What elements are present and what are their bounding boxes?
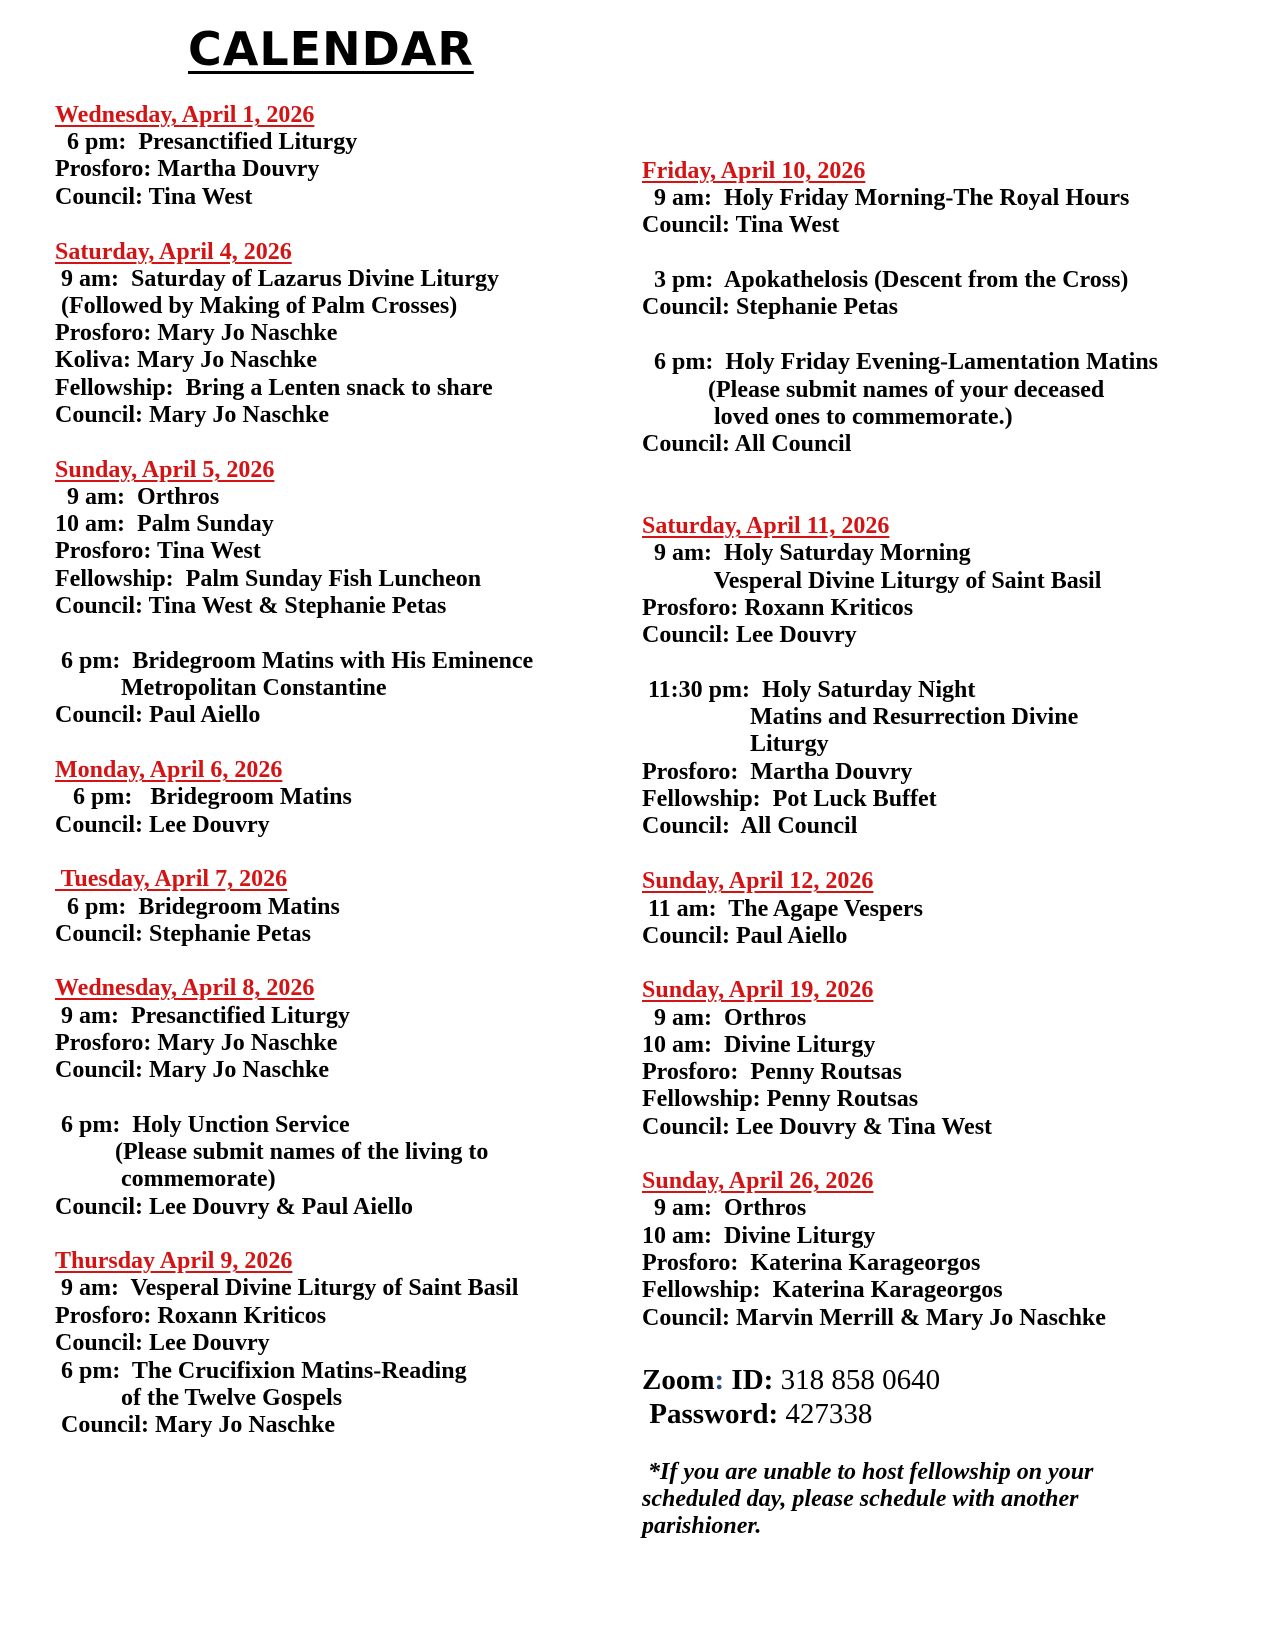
- event-line: Fellowship: Palm Sunday Fish Luncheon: [55, 566, 482, 592]
- event-line: of the Twelve Gospels: [55, 1385, 343, 1411]
- event-line: loved ones to commemorate.): [642, 404, 1013, 430]
- event-line: 6 pm: The Crucifixion Matins-Reading: [55, 1358, 467, 1384]
- event-line: 9 am: Orthros: [642, 1005, 807, 1031]
- event-line: 9 am: Holy Friday Morning-The Royal Hours: [642, 185, 1130, 211]
- event-line: Council: All Council: [642, 431, 852, 457]
- event-line: Council: Stephanie Petas: [55, 921, 312, 947]
- zoom-password-line: [642, 1397, 872, 1431]
- event-line: Council: Paul Aiello: [642, 923, 848, 949]
- event-line: 6 pm: Bridegroom Matins with His Eminence: [55, 648, 534, 674]
- event-date-apr1: Wednesday, April 1, 2026: [55, 102, 315, 128]
- event-line: Vesperal Divine Liturgy of Saint Basil: [642, 568, 1102, 594]
- fellowship-note: parishioner.: [642, 1513, 762, 1539]
- zoom-id-value: 318 858 0640: [773, 1364, 941, 1396]
- event-line: Prosforo: Roxann Kriticos: [642, 595, 914, 621]
- event-line: Prosforo: Martha Douvry: [55, 156, 320, 182]
- page-title: CALENDAR: [188, 22, 474, 76]
- event-line: Prosforo: Mary Jo Naschke: [55, 1030, 338, 1056]
- event-line: Council: Tina West & Stephanie Petas: [55, 593, 447, 619]
- event-line: 11 am: The Agape Vespers: [642, 896, 923, 922]
- event-line: 6 pm: Holy Unction Service: [55, 1112, 350, 1138]
- event-line: Liturgy: [642, 731, 829, 757]
- event-line: (Please submit names of your deceased: [642, 377, 1105, 403]
- event-line: Council: Lee Douvry: [55, 1330, 270, 1356]
- event-line: Metropolitan Constantine: [55, 675, 387, 701]
- event-line: 9 am: Presanctified Liturgy: [55, 1003, 350, 1029]
- event-line: Fellowship: Katerina Karageorgos: [642, 1277, 1003, 1303]
- event-line: Fellowship: Pot Luck Buffet: [642, 786, 937, 812]
- event-line: 11:30 pm: Holy Saturday Night: [642, 677, 976, 703]
- event-line: 3 pm: Apokathelosis (Descent from the Cross): [642, 267, 1129, 293]
- event-line: 9 am: Orthros: [642, 1195, 807, 1221]
- event-line: Prosforo: Roxann Kriticos: [55, 1303, 327, 1329]
- event-line: Council: Tina West: [642, 212, 840, 238]
- event-date-apr7: Tuesday, April 7, 2026: [55, 866, 288, 892]
- event-line: Council: Tina West: [55, 184, 253, 210]
- event-line: 6 pm: Bridegroom Matins: [55, 784, 352, 810]
- event-line: Koliva: Mary Jo Naschke: [55, 347, 317, 373]
- zoom-id-label: ID:: [724, 1364, 774, 1396]
- zoom-password-label: Password:: [642, 1398, 779, 1430]
- event-line: Council: Stephanie Petas: [642, 294, 899, 320]
- event-line: 10 am: Divine Liturgy: [642, 1223, 876, 1249]
- event-line: 10 am: Divine Liturgy: [642, 1032, 876, 1058]
- event-line: (Please submit names of the living to: [55, 1139, 489, 1165]
- event-line: Council: Lee Douvry: [55, 812, 270, 838]
- event-line: Fellowship: Bring a Lenten snack to share: [55, 375, 493, 401]
- event-line: Council: Lee Douvry & Tina West: [642, 1114, 993, 1140]
- event-line: (Followed by Making of Palm Crosses): [55, 293, 458, 319]
- event-date-apr5: Sunday, April 5, 2026: [55, 457, 275, 483]
- event-line: 9 am: Saturday of Lazarus Divine Liturgy: [55, 266, 499, 292]
- event-date-apr10: Friday, April 10, 2026: [642, 158, 866, 184]
- event-line: commemorate): [55, 1166, 276, 1192]
- event-line: 9 am: Holy Saturday Morning: [642, 540, 971, 566]
- event-line: 6 pm: Holy Friday Evening-Lamentation Matins: [642, 349, 1159, 375]
- zoom-id-line: [642, 1363, 940, 1397]
- event-line: Council: Mary Jo Naschke: [55, 1412, 335, 1438]
- event-date-apr19: Sunday, April 19, 2026: [642, 977, 874, 1003]
- event-line: Council: All Council: [642, 813, 858, 839]
- event-line: 6 pm: Presanctified Liturgy: [55, 129, 358, 155]
- zoom-label: Zoom: [642, 1364, 715, 1396]
- event-date-apr9: Thursday April 9, 2026: [55, 1248, 293, 1274]
- zoom-colon: :: [714, 1364, 725, 1396]
- event-line: Council: Mary Jo Naschke: [55, 402, 329, 428]
- event-date-apr8: Wednesday, April 8, 2026: [55, 975, 315, 1001]
- fellowship-note: scheduled day, please schedule with another: [642, 1486, 1079, 1512]
- event-line: Prosforo: Mary Jo Naschke: [55, 320, 338, 346]
- event-line: Prosforo: Martha Douvry: [642, 759, 913, 785]
- event-date-apr6: Monday, April 6, 2026: [55, 757, 283, 783]
- zoom-password-value: 427338: [778, 1398, 873, 1430]
- event-line: 9 am: Vesperal Divine Liturgy of Saint Basil: [55, 1275, 519, 1301]
- event-line: Matins and Resurrection Divine: [642, 704, 1079, 730]
- event-line: 9 am: Orthros: [55, 484, 220, 510]
- event-line: Council: Paul Aiello: [55, 702, 261, 728]
- event-line: Prosforo: Tina West: [55, 538, 261, 564]
- event-line: Prosforo: Katerina Karageorgos: [642, 1250, 981, 1276]
- event-date-apr12: Sunday, April 12, 2026: [642, 868, 874, 894]
- event-line: Prosforo: Penny Routsas: [642, 1059, 902, 1085]
- event-line: Council: Mary Jo Naschke: [55, 1057, 329, 1083]
- event-line: Council: Lee Douvry & Paul Aiello: [55, 1194, 413, 1220]
- event-date-apr26: Sunday, April 26, 2026: [642, 1168, 874, 1194]
- event-date-apr4: Saturday, April 4, 2026: [55, 239, 292, 265]
- event-line: 6 pm: Bridegroom Matins: [55, 894, 340, 920]
- event-line: Fellowship: Penny Routsas: [642, 1086, 919, 1112]
- event-line: Council: Marvin Merrill & Mary Jo Naschke: [642, 1305, 1106, 1331]
- event-line: 10 am: Palm Sunday: [55, 511, 274, 537]
- event-line: Council: Lee Douvry: [642, 622, 857, 648]
- fellowship-note: *If you are unable to host fellowship on your: [642, 1459, 1094, 1485]
- event-date-apr11: Saturday, April 11, 2026: [642, 513, 890, 539]
